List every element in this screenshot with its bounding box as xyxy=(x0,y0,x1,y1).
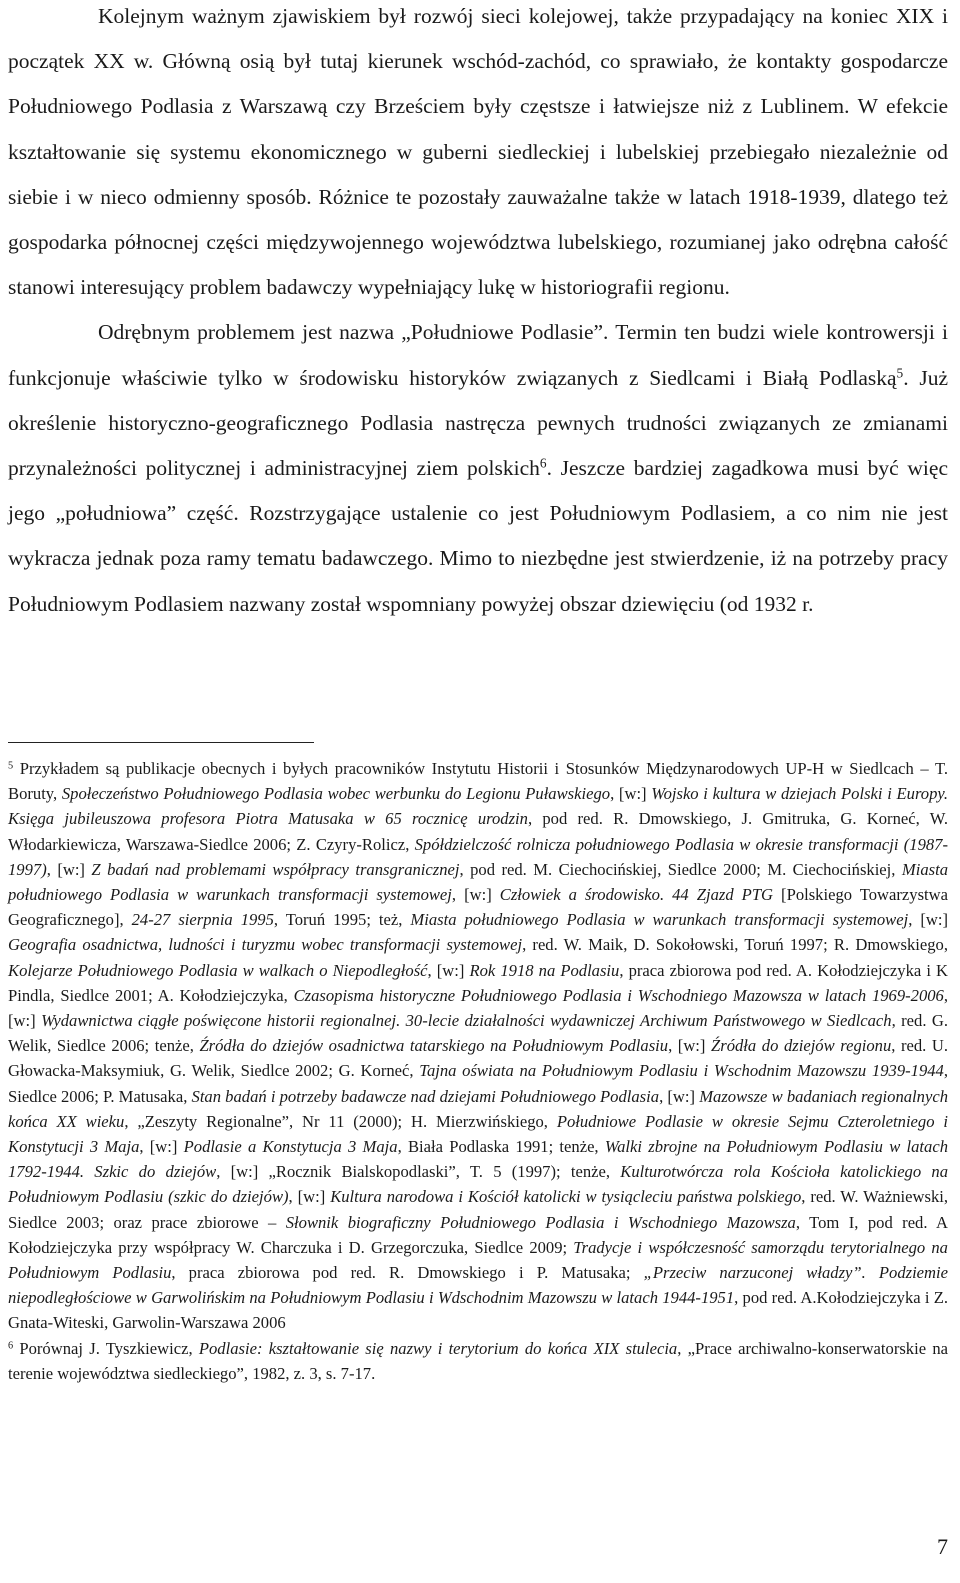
footnote-5: $^5$ Przykładem są publikacje obecnych i byłych pracowników Instytutu Historii i Stosunków Międzynarodowych UP-H w Siedlcach – T. Boruty, Społeczeństwo Południowego Podlasia wobec werbunku do Legionu Puławskiego, [w:] Wojsko i kultura w dziejach Polski i Europy. Księga jubileuszowa profesora Piotra Matusaka w 65 rocznicę urodzin, pod red. R. Dmowskiego, J. Gmitruka, G. Korneć, W. Włodarkiewicza, Warszawa-Siedlce 2006; Z. Czyry-Rolicz, Spółdzielczość rolnicza południowego Podlasia w okresie transformacji (1987-1997), [w:] Z badań nad problemami współpracy transgranicznej, pod red. M. Ciechocińskiej, Siedlce 2000; M. Ciechocińskiej, Miasta południowego Podlasia w warunkach transformacji systemowej, [w:] Człowiek a środowisko. 44 Zjazd PTG [Polskiego Towarzystwa Geograficznego], 24-27 sierpnia 1995, Toruń 1995; też, Miasta południowego Podlasia w warunkach transformacji systemowej, [w:] Geografia osadnictwa, ludności i turyzmu wobec transformacji systemowej, red. W. Maik, D. Sokołowski, Toruń 1997; R. Dmowskiego, Kolejarze Południowego Podlasia w walkach o Niepodległość, [w:] Rok 1918 na Podlasiu, praca zbiorowa pod red. A. Kołodziejczyka i K Pindla, Siedlce 2001; A. Kołodziejczyka, Czasopisma historyczne Południowego Podlasia i Wschodniego Mazowsza w latach 1969-2006, [w:] Wydawnictwa ciągłe poświęcone historii regionalnej. 30-lecie działalności wydawniczej Archiwum Państwowego w Siedlcach, red. G. Welik, Siedlce 2006; tenże, Źródła do dziejów osadnictwa tatarskiego na Południowym Podlasiu, [w:] Źródła do dziejów regionu, red. U. Głowacka-Maksymiuk, G. Welik, Siedlce 2002; G. Korneć, Tajna oświata na Południowym Podlasiu i Wschodnim Mazowszu 1939-1944, Siedlce 2006; P. Matusaka, Stan badań i potrzeby badawcze nad dziejami Południowego Podlasia, [w:] Mazowsze w badaniach regionalnych końca XX wieku, „Zeszyty Regionalne”, Nr 11 (2000); H. Mierzwińskiego, Południowe Podlasie w okresie Sejmu Czteroletniego i Konstytucji 3 Maja, [w:] Podlasie a Konstytucja 3 Maja, Biała Podlaska 1991; tenże, Walki zbrojne na Południowym Podlasiu w latach 1792-1944. Szkic do dziejów, [w:] „Rocznik Bialskopodlaski”, T. 5 (1997); tenże, Kulturotwórcza rola Kościoła katolickiego na Południowym Podlasiu (szkic do dziejów), [w:] Kultura narodowa i Kościół katolicki w tysiącleciu państwa polskiego, red. W. Ważniewski, Siedlce 2003; oraz prace zbiorowe – Słownik biograficzny Południowego Podlasia i Wschodniego Mazowsza, Tom I, pod red. A Kołodziejczyka przy współpracy W. Charczuka i D. Grzegorczuka, Siedlce 2009; Tradycje i współczesność samorządu terytorialnego na Południowym Podlasiu, praca zbiorowa pod red. R. Dmowskiego i P. Matusaka; „Przeciw narzuconej władzy”. Podziemie niepodległościowe w Garwolińskim na Południowym Podlasiu i Wdschodnim Mazowszu w latach 1944-1951, pod red. A.Kołodziejczyka i Z. Gnata-Witeski, Garwolin-Warszawa 2006 xyxy=(8,759,949,1333)
footnote-separator xyxy=(8,742,314,743)
paragraph-2-text-c: . Jeszcze bardziej zagadkowa musi być więc jego „południowa” część. Rozstrzygające ustalenie co jest Południowym Podlasiem, a co nim nie jest wykracza jednak poza ramy tematu badawczego. Mimo to niezbędne jest stwierdzenie, iż na potrzeby pracy Południowym Podlasiem nazwany został wspomniany powyżej obszar dziewięciu (od 1932 r. xyxy=(8,456,948,616)
main-text xyxy=(8,0,948,627)
paragraph-2-text-b: . Już określenie historyczno-geograficznego Podlasia nastręcza pewnych trudności związanych ze zmianami przynależności politycznej i administracyjnej ziem polskich xyxy=(8,365,948,481)
footnote-6: $^6$ Porównaj J. Tyszkiewicz, Podlasie: kształtowanie się nazwy i terytorium do końca XIX stulecia, „Prace archiwalno-konserwatorskie na terenie województwa siedleckiego”, 1982, z. 3, s. 7-17. xyxy=(8,1338,948,1383)
footnote-number-5: 5 xyxy=(8,760,14,772)
paragraph-2-text-a: Odrębnym problemem jest nazwa „Południowe Podlasie”. Termin ten budzi wiele kontrowersji i funkcjonuje właściwie tylko w środowisku historyków związanych z Siedlcami i Białą Podlaską xyxy=(8,320,948,390)
footnotes xyxy=(8,756,948,1386)
footnote-ref-5[interactable]: 5 xyxy=(896,365,904,381)
footnote-ref-6[interactable]: 6 xyxy=(539,455,547,471)
page-number: 7 xyxy=(937,1534,948,1559)
footnote-number-6: 6 xyxy=(8,1340,14,1352)
paragraph-1: Kolejnym ważnym zjawiskiem był rozwój sieci kolejowej, także przypadający na koniec XIX i początek XX w. Główną osią był tutaj kierunek wschód-zachód, co sprawiało, że kontakty gospodarcze Południowego Podlasia z Warszawą czy Brześciem były częstsze i łatwiejsze niż z Lublinem. W efekcie kształtowanie się systemu ekonomicznego w guberni siedleckiej i lubelskiej przebiegało niezależnie od siebie i w nieco odmienny sposób. Różnice te pozostały zauważalne także w latach 1918-1939, dlatego też gospodarka północnej części międzywojennego województwa lubelskiego, rozumianej jako odrębna całość stanowi interesujący problem badawczy wypełniający lukę w historiografii regionu. xyxy=(8,4,948,300)
paragraph-2 xyxy=(8,310,948,626)
document-page xyxy=(8,0,949,1383)
